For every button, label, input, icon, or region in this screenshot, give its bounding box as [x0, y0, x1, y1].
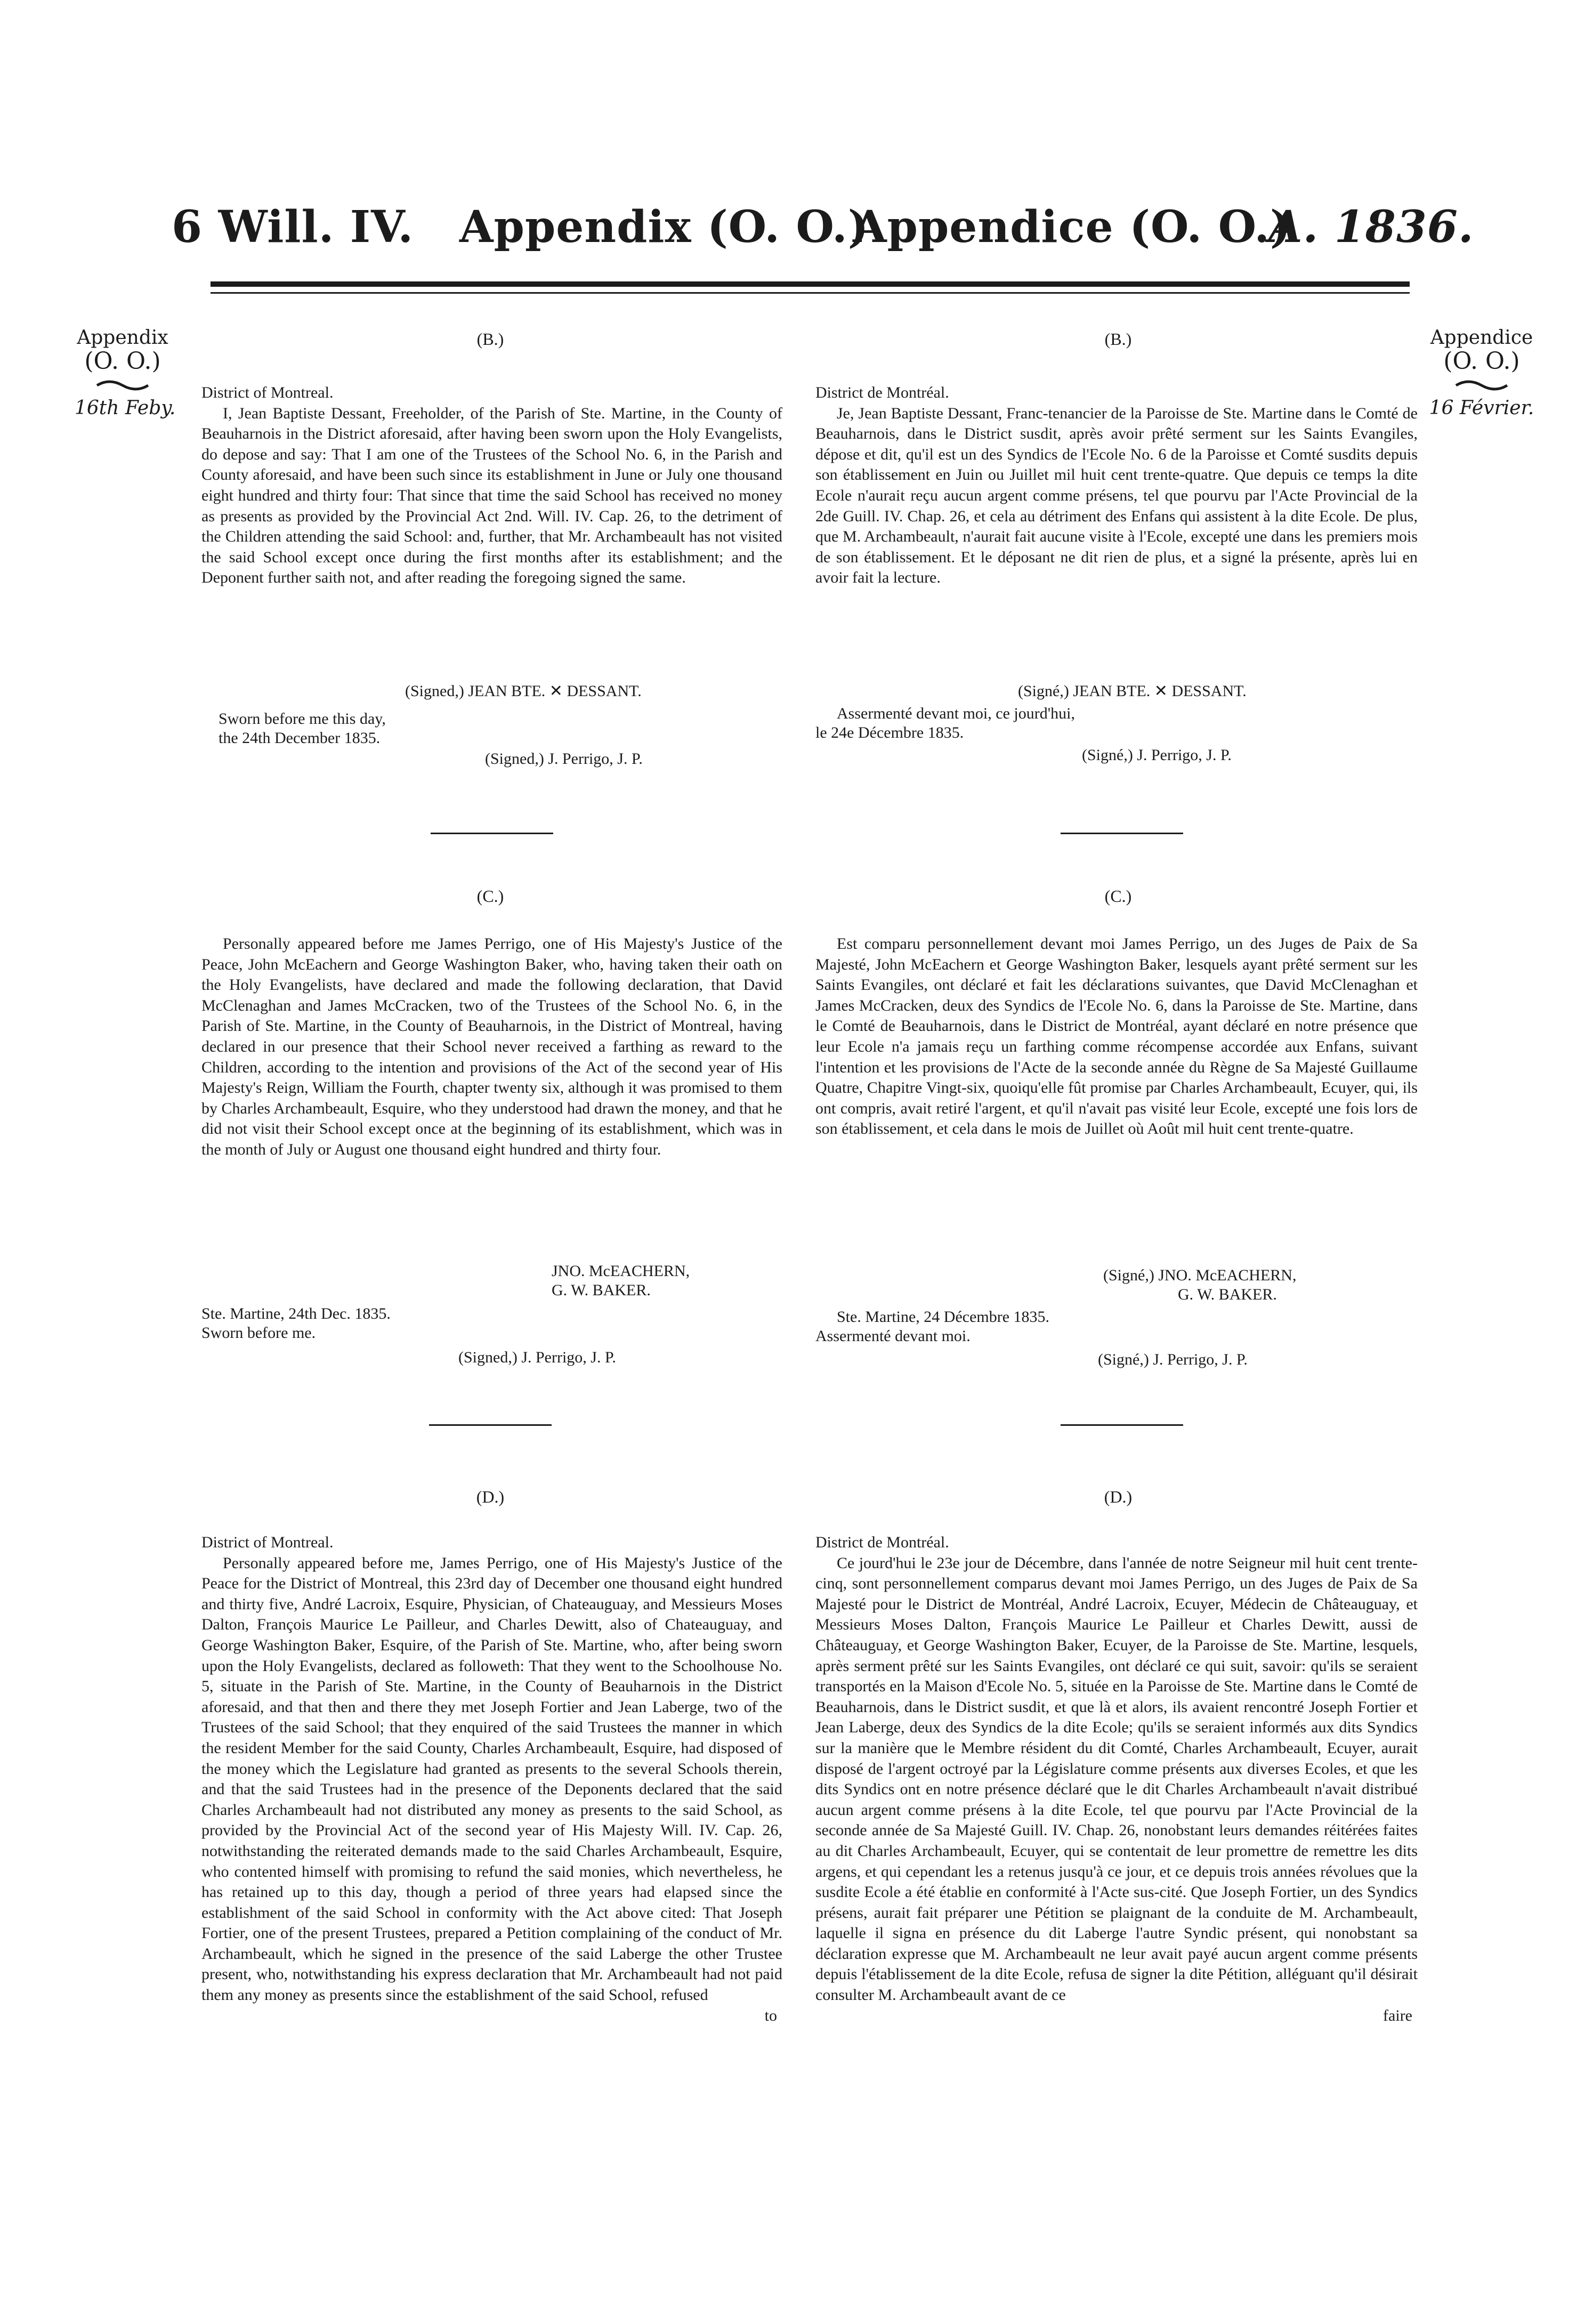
margin-right-line1: Appendice — [1430, 327, 1533, 349]
margin-left-line1: Appendix — [77, 327, 168, 349]
section-d-en-text — [201, 1532, 782, 2026]
district-heading: District de Montréal. — [815, 1534, 949, 1551]
header-regnal-year: 6 Will. IV. — [172, 201, 414, 253]
header-appendix-fr: Appendice (O. O.) — [853, 201, 1291, 253]
section-b-label-en: (B.) — [476, 329, 504, 349]
signature-baker-en: G. W. BAKER. — [552, 1281, 651, 1299]
section-divider — [1061, 833, 1183, 834]
declaration-body: Personally appeared before me James Perrigo, one of His Majesty's Justice of the Peace, John McEachern and George Washington Baker, who, having taken their oath on the Holy Evangelists, have declared and made the following declaration, that David McClenaghan and James McCracken, two of the Trustees of the School No. 6, in the Parish of Ste. Martine, in the County of Beauharnois, in the District of Montreal, having declared in our presence that their School never received a farthing as reward to the Children, according to the intention and provisions of the Act of the second year of His Majesty's Reign, William the Fourth, chapter twenty six, although it was promised to them by Charles Archambeault, Esquire, who they understood had drawn the money, and that he did not visit their School except once at the beginning of its establishment, which was in the month of July or August one thousand eight hundred and thirty four. — [201, 935, 782, 1158]
jp-signature-fr: (Signé,) J. Perrigo, J. P. — [1098, 1351, 1248, 1368]
header-rule-thin — [211, 292, 1410, 294]
sworn-line-1-fr: Assermenté devant moi, ce jourd'hui, — [837, 705, 1075, 722]
header-year: A. 1836. — [1268, 201, 1474, 253]
district-heading: District de Montréal. — [815, 384, 949, 401]
section-b-fr-text — [815, 383, 1418, 588]
section-b-label-fr: (B.) — [1104, 329, 1132, 349]
deposition-body: Personally appeared before me, James Perrigo, one of His Majesty's Justice of the Peace for the District of Montreal, this 23rd day of December one thousand eight hundred and thirty five, André Lacroix, Esquire, Physician, of Chateauguay, and Messieurs Moses Dalton, François Maurice Le Pailleur, and Charles Dewitt, also of Chateauguay, and George Washington Baker, Esquire, of the Parish of Ste. Martine, who, after being sworn upon the Holy Evangelists, declared as followeth: That they went to the Schoolhouse No. 5, situate in the Parish of Ste. Martine, in the County of Beauharnois in the District aforesaid, and that then and there they met Joseph Fortier and Jean Laberge, two of the Trustees of the said School; that they enquired of the said Trustees the manner in which the resident Member for the said County, Charles Archambeault, Esquire, had disposed of the money which the Legislature had granted as presents to the several Schools therein, and that the said Trustees had in the presence of the Deponents declared that the said Charles Archambeault had not distributed any money as presents to the said School, as provided by the Provincial Act of the second year of His Majesty Will. IV. Cap. 26, notwithstanding the reiterated demands made to the said Charles Archambeault, Esquire, who contented himself with promising to refund the said monies, which nevertheless, he has retained up to this day, though a period of three years had elapsed since the establishment of the said School in conformity with the Act above cited: That Joseph Fortier, one of the present Trustees, prepared a Petition complaining of the conduct of Mr. Archambeault, which he signed in the presence of the said Laberge the other Trustee present, who, notwithstanding his express declaration that Mr. Archambeault had not paid them any money as presents since the establishment of the said School, refused — [201, 1554, 782, 2004]
sworn-line-2-en: the 24th December 1835. — [219, 729, 381, 747]
section-d-label-fr: (D.) — [1104, 1487, 1133, 1506]
deposition-body: Ce jourd'hui le 23e jour de Décembre, dans l'année de notre Seigneur mil huit cent trente-cinq, sont personnellement comparus devant moi James Perrigo, un des Juges de Paix de Sa Majesté pour le District de Montréal, André Lacroix, Ecuyer, Médecin de Châteauguay, et Messieurs Moses Dalton, François Maurice Le Pailleur et Charles Dewitt, aussi de Châteauguay, et George Washington Baker, Ecuyer, de la Paroisse de Ste. Martine, lesquels, après serment prêté sur les Saints Evangiles, ont déclaré ce qui suit, savoir: qu'ils se seraient transportés en la Maison d'Ecole No. 5, située en la Paroisse de Ste. Martine dans le Comté de Beauharnois, dans le District susdit, et que là et alors, ils avaient rencontré Joseph Fortier et Jean Laberge, deux des Syndics de la dite Ecole; qu'ils se seraient informés aux dits Syndics sur la manière que le Membre résident du dit Comté, Charles Archambeault, Ecuyer, aurait disposé de l'argent octroyé par la Législature comme présents aux diverses Ecoles, et que les dits Syndics ont en notre présence déclaré que le dit Charles Archambeault n'avait distribué aucun argent comme présens à la dite Ecole, tel que pourvu par l'Acte Provincial de la seconde année de Sa Majesté Guill. IV. Chap. 26, nonobstant leurs demandes réitérées faites au dit Charles Archambeault, Ecuyer, qui se contentait de leur promettre de remettre les dits argens, et qui cependant les a retenus jusqu'à ce jour, et ce depuis trois années révolues que la susdite Ecole a été établie en conformité à l'Acte sus-cité. Que Joseph Fortier, un des Syndics présens, aurait fait préparer une Pétition se plaignant de la conduite de M. Archambeault, laquelle il signa en présence du dit Laberge l'autre Syndic présent, qui nonobstant sa déclaration expresse que M. Archambeault ne leur avait payé aucun argent comme présents depuis l'établissement de la dite Ecole, refusa de signer la dite Pétition, alléguant qu'il désirait consulter M. Archambeault avant de ce — [815, 1554, 1418, 2004]
signature-mceachern-fr: (Signé,) JNO. McEACHERN, — [1103, 1266, 1297, 1284]
margin-note-left — [75, 326, 176, 420]
deposition-body: Je, Jean Baptiste Dessant, Franc-tenancier de la Paroisse de Ste. Martine dans le Comté de Beauharnois, dans le District susdit, après avoir prêté serment sur les Saints Evangiles, dépose et dit, qu'il est un des Syndics de l'Ecole No. 6 de la Paroisse et Comté susdits depuis son établissement en Juin ou Juillet mil huit cent trente-quatre. Que depuis ce temps la dite Ecole n'aurait reçu aucun argent comme présens, tel que pourvu par l'Acte Provincial de la 2de Guill. IV. Chap. 26, et cela au détriment des Enfans qui assistent à la dite Ecole. De plus, que M. Archambeault, n'aurait fait aucune visite à l'Ecole, excepté une dans les premiers mois de son établissement. Et le déposant ne dit rien de plus, et a signé la présente, après lui en avoir fait la lecture. — [815, 404, 1418, 587]
section-c-en-text — [201, 934, 782, 1160]
catchword: faire — [1383, 2006, 1412, 2024]
place-date-en: Ste. Martine, 24th Dec. 1835. — [201, 1305, 391, 1322]
section-c-fr-text — [815, 934, 1418, 1140]
sworn-before-en: Sworn before me. — [201, 1324, 316, 1342]
margin-note-right — [1428, 326, 1535, 420]
section-b-en-text — [201, 383, 782, 588]
catchword: to — [764, 2006, 777, 2024]
sworn-before-fr: Assermenté devant moi. — [815, 1327, 971, 1345]
district-heading: District of Montreal. — [201, 384, 334, 401]
declaration-body: Est comparu personnellement devant moi James Perrigo, un des Juges de Paix de Sa Majesté, John McEachern et George Washington Baker, lesquels ayant prêté serment sur les Saints Evangiles, ont déclaré et fait les déclarations suivantes, que David McClenaghan et James McCracken, deux des Syndics de l'Ecole No. 6, dans la Paroisse de Ste. Martine, dans le Comté de Beauharnois, dans le District de Montréal, ayant déclaré en notre présence que leur Ecole n'a jamais reçu un farthing comme récompense accordée aux Enfans, suivant l'intention et les provisions de l'Acte de la seconde année du Règne de Sa Majesté Guillaume Quatre, Chapitre Vingt-six, quoiqu'elle fût promise par Charles Archambeault, Ecuyer, qui, ils ont compris, avait retiré l'argent, et qu'il n'avait pas visité leur Ecole, excepté une fois lors de son établissement, et cela dans le mois de Juillet où Août mil huit cent trente-quatre. — [815, 935, 1418, 1138]
district-heading: District of Montreal. — [201, 1534, 334, 1551]
margin-left-line2: (O. O.) — [84, 348, 161, 375]
jp-signature-en: (Signed,) J. Perrigo, J. P. — [485, 750, 643, 768]
section-d-label-en: (D.) — [476, 1487, 505, 1506]
margin-right-date: 16 Février. — [1429, 397, 1534, 419]
sworn-line-2-fr: le 24e Décembre 1835. — [815, 724, 964, 741]
jp-signature-en: (Signed,) J. Perrigo, J. P. — [458, 1349, 616, 1366]
place-date-fr: Ste. Martine, 24 Décembre 1835. — [837, 1308, 1050, 1326]
margin-right-line2: (O. O.) — [1443, 348, 1520, 375]
jp-signature-fr: (Signé,) J. Perrigo, J. P. — [1082, 746, 1232, 764]
section-d-fr-text — [815, 1532, 1418, 2026]
section-c-label-fr: (C.) — [1104, 886, 1132, 906]
header-rule-thick — [211, 281, 1410, 287]
section-c-label-en: (C.) — [476, 886, 504, 906]
flourish-ornament-icon — [96, 380, 149, 391]
section-divider — [1061, 1424, 1183, 1426]
header-appendix-en: Appendix (O. O.) — [459, 201, 869, 253]
section-divider — [429, 1424, 552, 1426]
deposition-body: I, Jean Baptiste Dessant, Freeholder, of the Parish of Ste. Martine, in the County of Beauharnois in the District aforesaid, after having been sworn upon the Holy Evangelists, do depose and say: That I am one of the Trustees of the School No. 6, in the Parish and County aforesaid, and have been such since its establishment in June or July one thousand eight hundred and thirty four: That since that time the said School has received no money as presents as provided by the Provincial Act 2nd. Will. IV. Cap. 26, to the detriment of the Children attending the said School: and, further, that Mr. Archambeault has not visited the said School except once during the first months after its establishment; and the Deponent further saith not, and after reading the foregoing signed the same. — [201, 404, 782, 587]
sworn-line-1-en: Sworn before me this day, — [219, 710, 386, 728]
signature-dessant-fr: (Signé,) JEAN BTE. ✕ DESSANT. — [1018, 682, 1247, 700]
signature-mceachern-en: JNO. McEACHERN, — [552, 1262, 690, 1280]
margin-left-date: 16th Feby. — [75, 397, 176, 419]
flourish-ornament-icon — [1455, 380, 1508, 391]
signature-baker-fr: G. W. BAKER. — [1178, 1286, 1277, 1303]
signature-dessant-en: (Signed,) JEAN BTE. ✕ DESSANT. — [405, 682, 642, 700]
section-divider — [431, 833, 553, 834]
